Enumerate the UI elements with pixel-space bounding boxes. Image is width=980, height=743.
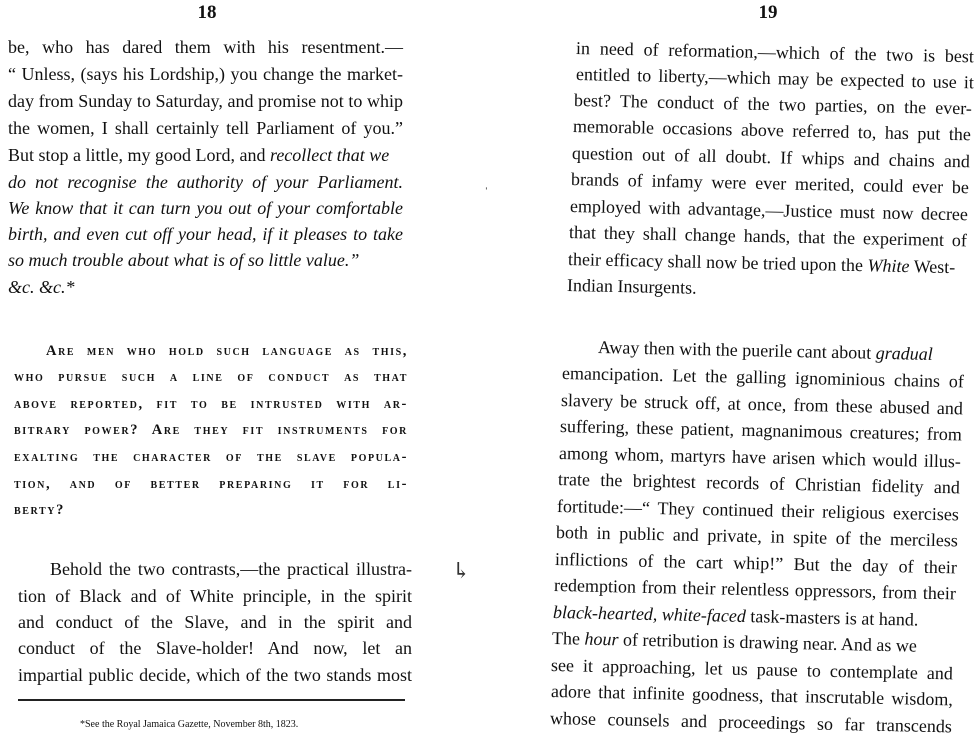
page-number: 19 xyxy=(758,2,778,23)
text-span: Away then with the puerile cant about xyxy=(597,337,872,363)
text-line xyxy=(553,602,955,630)
text-line: the women, I shall certainly tell Parliament of you.” xyxy=(8,118,403,138)
text-line: emancipation. Let the galling ignominious chains of xyxy=(561,363,965,392)
italic-span: recollect that we xyxy=(269,145,390,165)
text-line: in need of reformation,—which of the two is best xyxy=(575,38,975,67)
text-line: impartial public decide, which of the two stands most xyxy=(18,665,412,685)
text-span: of retribution is drawing near. And as we xyxy=(622,629,918,656)
text-line: do not recognise the authority of your Parliament. xyxy=(8,172,403,192)
text-line: among whom, martyrs have arisen which would illus- xyxy=(558,443,962,472)
text-line: fortitude:—“ They continued their religious exercises xyxy=(556,496,960,525)
italic-span: black-hearted, white-faced xyxy=(552,602,747,627)
stray-mark: ↳ xyxy=(452,558,471,583)
text-line: entitled to liberty,—which may be expected to use it xyxy=(575,64,975,93)
text-line: best? The conduct of the two parties, on the ever- xyxy=(573,90,973,119)
text-span: But stop a little, my good Lord, and xyxy=(8,145,266,165)
text-line: bitrary power? Are they fit instruments for xyxy=(14,422,408,438)
footnote: *See the Royal Jamaica Gazette, November 8th, 1823. xyxy=(80,719,299,730)
text-line: and conduct of the Slave, and in the spirit and xyxy=(18,612,412,632)
text-line: birth, and even cut off your head, if it pleases to take xyxy=(8,224,403,244)
text-line xyxy=(552,628,954,656)
text-line: brands of infamy were ever merited, could ever be xyxy=(570,169,970,198)
right-page xyxy=(490,0,980,743)
footnote-rule xyxy=(18,699,405,701)
text-line: &c. &c.* xyxy=(8,277,75,297)
text-span: their efficacy shall now be tried upon the xyxy=(567,249,864,276)
text-line: who pursue such a line of conduct as that xyxy=(14,369,408,385)
text-line: inflictions of the cart whip!” But the day of their xyxy=(554,549,958,578)
text-line: see it approaching, let us pause to contemplate and xyxy=(550,655,954,684)
text-line: trate the brightest records of Christian fidelity and xyxy=(557,469,961,498)
italic-span: hour xyxy=(584,628,619,650)
text-line: berty? xyxy=(14,502,65,518)
text-line: that they shall change hands, that the experiment of xyxy=(568,222,968,251)
text-line: tion, and of better preparing it for li- xyxy=(14,476,408,492)
text-line: slavery be struck off, at once, from these abused and xyxy=(560,390,964,419)
text-line: employed with advantage,—Justice must now decree xyxy=(569,196,969,225)
text-line: memorable occasions above referred to, has put the xyxy=(572,116,972,145)
text-line: conduct of the Slave-holder! And now, let an xyxy=(18,638,412,658)
text-line: “ Unless, (says his Lordship,) you change the market- xyxy=(8,64,403,84)
italic-span: gradual xyxy=(875,342,933,365)
text-line: redemption from their relentless oppressors, from their xyxy=(553,575,957,604)
text-line: be, who has dared them with his resentment.— xyxy=(8,37,403,57)
text-line: We know that it can turn you out of your comfortable xyxy=(8,198,403,218)
text-line: so much trouble about what is of so little value.” xyxy=(8,250,360,270)
text-line: Indian Insurgents. xyxy=(566,275,697,298)
text-line xyxy=(598,337,964,365)
text-line: day from Sunday to Saturday, and promise not to whip xyxy=(8,91,403,111)
text-line: Are men who hold such language as this, xyxy=(46,343,408,359)
text-span: task-masters is at hand. xyxy=(750,606,919,630)
text-line: suffering, these patient, magnanimous creatures; from xyxy=(559,416,963,445)
text-line xyxy=(568,249,966,277)
text-line: both in public and private, in spite of the merciless xyxy=(555,522,959,551)
text-line xyxy=(8,145,403,165)
text-line: question out of all doubt. If whips and chains and xyxy=(571,143,971,172)
text-line: Behold the two contrasts,—the practical illustra- xyxy=(50,559,412,579)
text-span: West- xyxy=(913,256,956,278)
text-line: exalting the character of the slave popula- xyxy=(14,449,408,465)
stray-mark: ˈ xyxy=(484,186,489,201)
page-number: 18 xyxy=(197,2,217,23)
italic-span: White xyxy=(867,255,910,277)
text-line: adore that infinite goodness, that inscrutable wisdom, xyxy=(550,681,954,710)
text-line: above reported, fit to be intrusted with ar- xyxy=(14,396,408,412)
text-span: The xyxy=(551,628,581,649)
text-line: whose counsels and proceedings so far transcends xyxy=(549,708,953,737)
text-line: tion of Black and of White principle, in the spirit xyxy=(18,586,412,606)
